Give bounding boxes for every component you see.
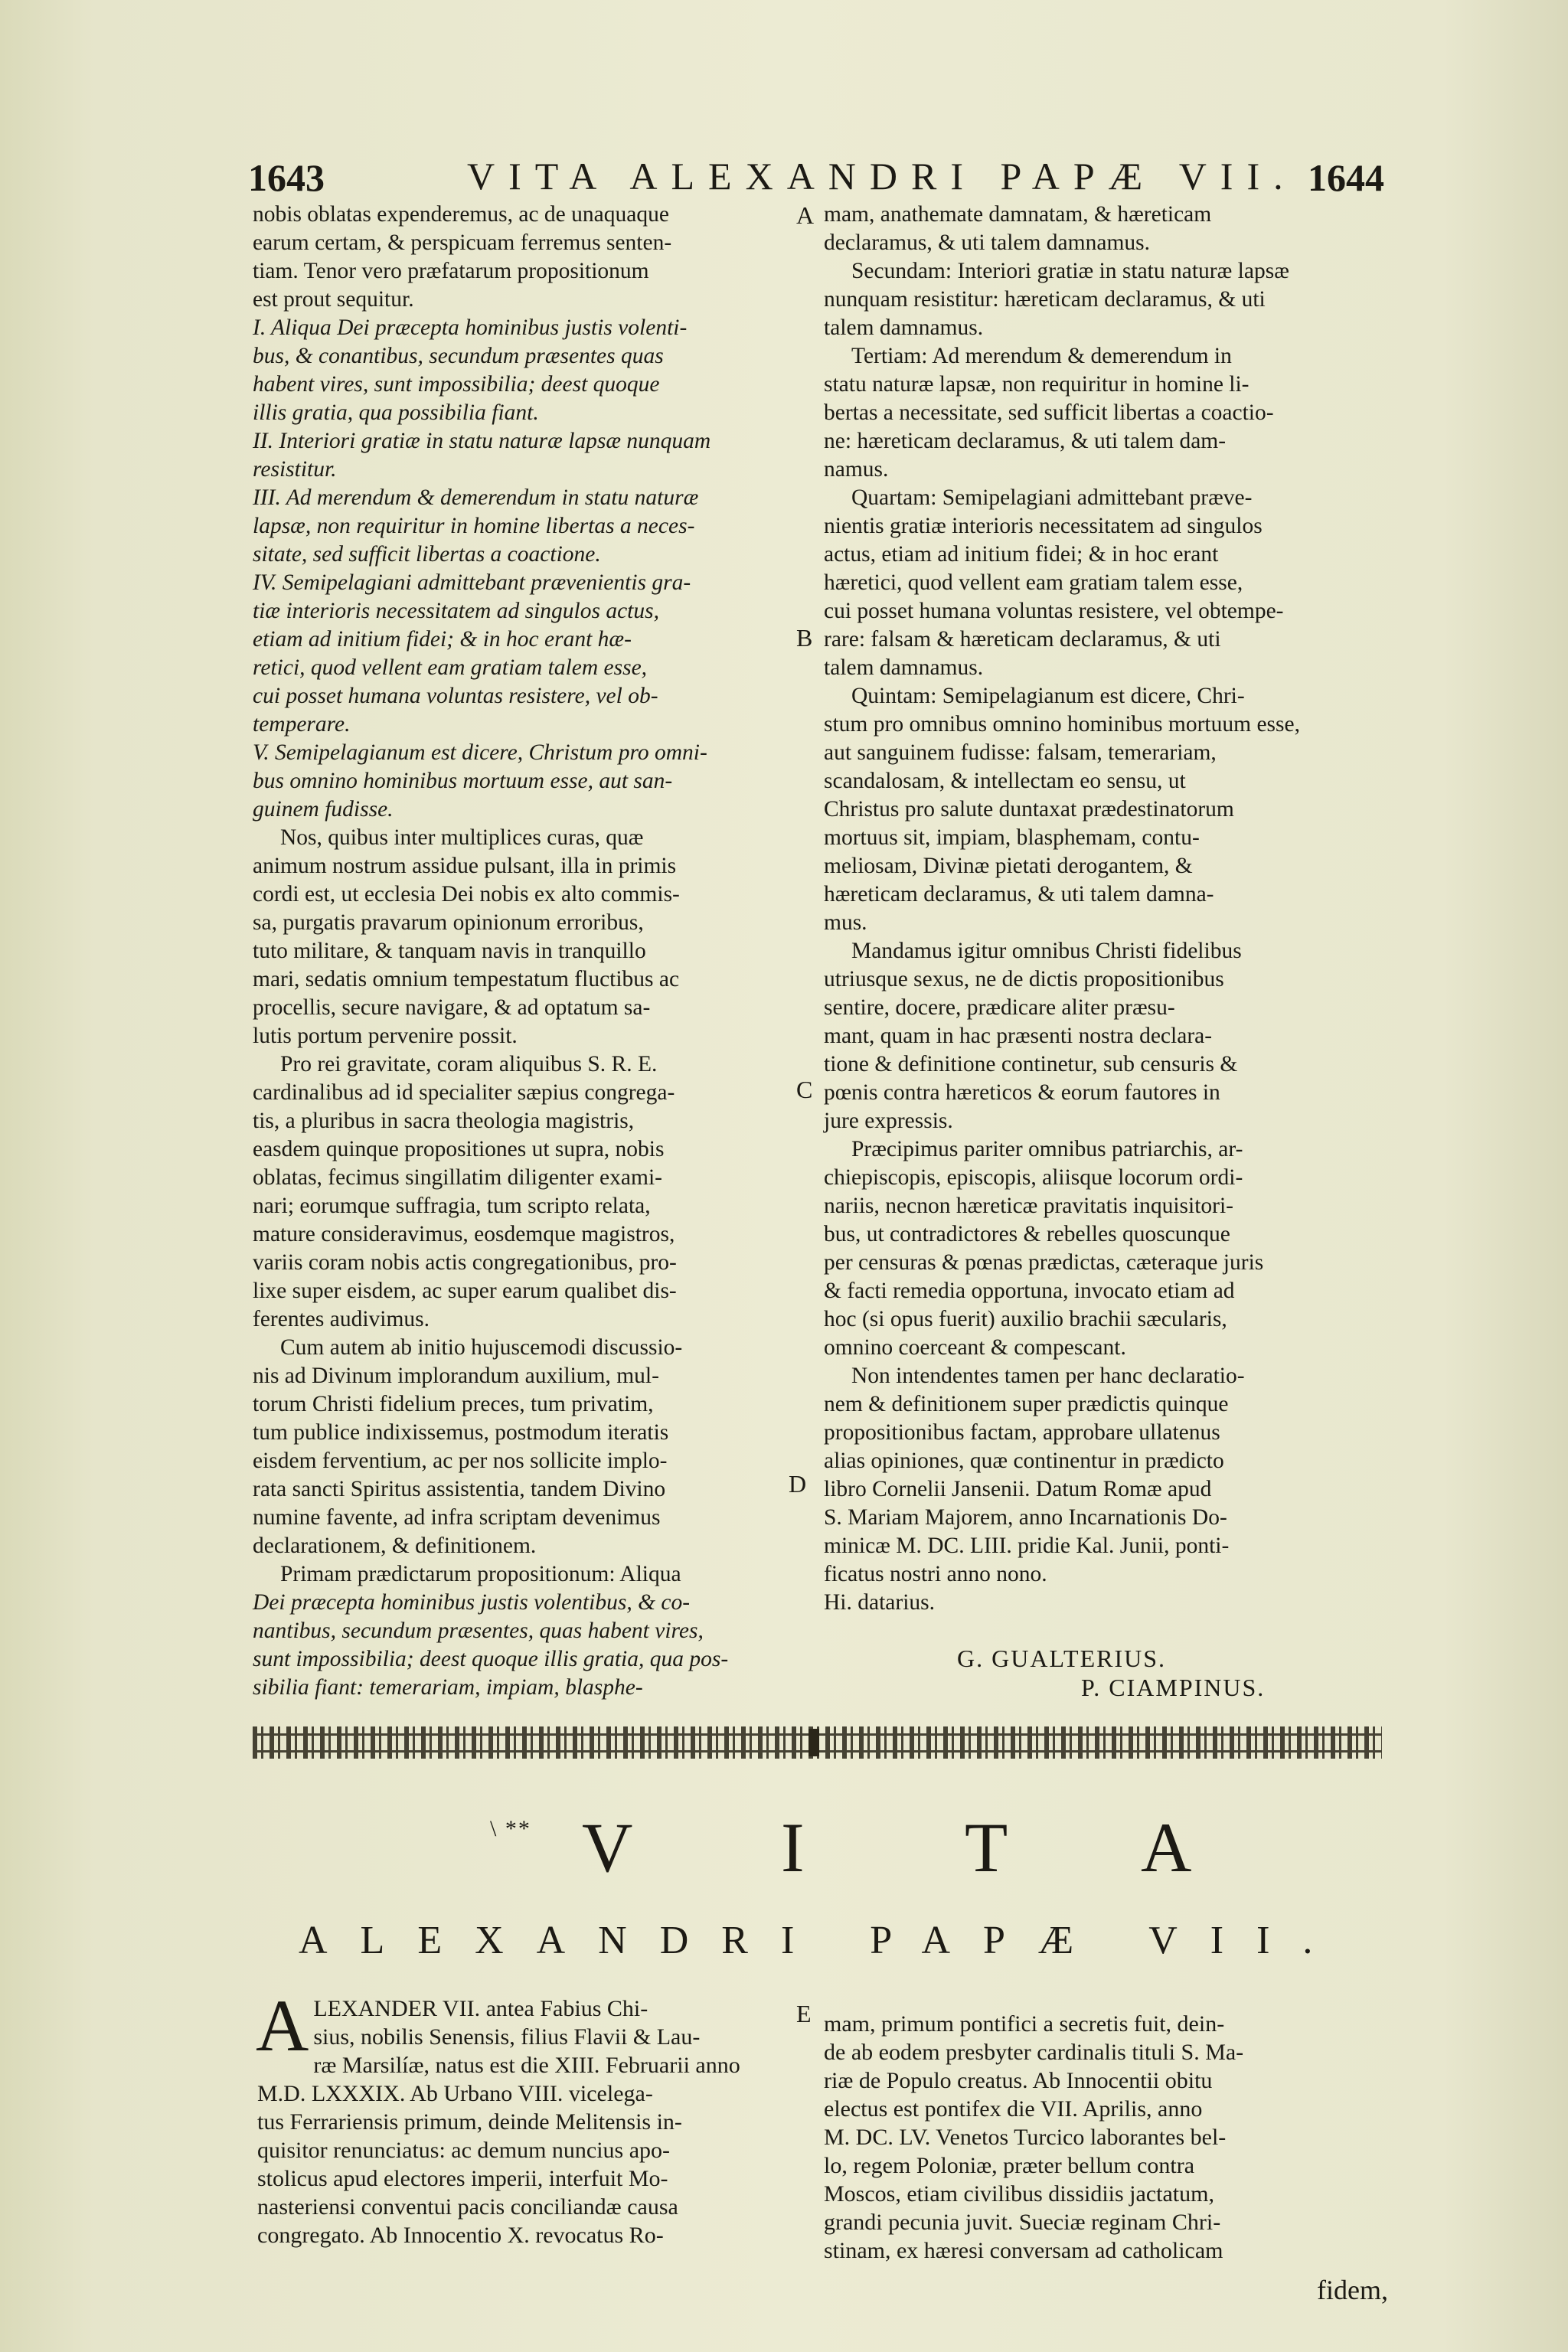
text-line: utriusque sexus, ne de dictis propositionibus — [824, 967, 1224, 991]
text-line: ne: hæreticam declaramus, & uti talem dam- — [824, 429, 1227, 453]
text-line: bertas a necessitate, sed sufficit libertas a coactio- — [824, 400, 1274, 425]
text-line: procellis, secure navigare, & ad optatum sa- — [253, 995, 651, 1020]
text-line: riæ de Populo creatus. Ab Innocentii obitu — [824, 2068, 1213, 2093]
biography-left-column — [256, 1984, 786, 2249]
text-line: pœnis contra hæreticos & eorum fautores in — [824, 1080, 1220, 1105]
running-head — [230, 149, 1393, 203]
text-line: nis ad Divinum implorandum auxilium, mul- — [253, 1364, 659, 1388]
page-number-left: 1643 — [248, 156, 325, 199]
text-line: tiam. Tenor vero præfatarum propositionum — [253, 259, 649, 283]
text-line: minicæ M. DC. LIII. pridie Kal. Junii, ponti- — [824, 1534, 1230, 1558]
text-line: tiæ interioris necessitatem ad singulos actus, — [253, 599, 659, 623]
text-line: mortuus sit, impiam, blasphemam, contu- — [824, 825, 1200, 850]
text-line: talem damnamus. — [824, 655, 984, 680]
text-line: nasteriensi conventui pacis conciliandæ causa — [257, 2194, 678, 2220]
text-line: nientis gratiæ interioris necessitatem ad singulos — [824, 514, 1263, 538]
text-line: nantibus, secundum præsentes, quas habent vires, — [253, 1619, 704, 1643]
text-line: Moscos, etiam civilibus dissidiis jactatum, — [824, 2181, 1214, 2207]
text-line: stolicus apud electores imperii, interfuit Mo- — [257, 2166, 668, 2191]
text-line: hoc (si opus fuerit) auxilio brachii sæcularis, — [824, 1307, 1227, 1331]
text-line: Mandamus igitur omnibus Christi fidelibus — [851, 939, 1242, 963]
text-line: hæreticam declaramus, & uti talem damna- — [824, 882, 1214, 906]
text-line: propositionibus factam, approbare ullatenus — [824, 1420, 1220, 1445]
text-line: ferentes audivimus. — [253, 1307, 430, 1331]
text-line: per censuras & pœnas prædictas, cæteraque juris — [824, 1250, 1264, 1275]
text-line: meliosam, Divinæ pietati derogantem, & — [824, 854, 1193, 878]
text-line: & facti remedia opportuna, invocato etiam ad — [824, 1279, 1235, 1303]
text-line: chiepiscopis, episcopis, aliisque locorum ordi- — [824, 1165, 1243, 1190]
text-line: habent vires, sunt impossibilia; deest quoque — [253, 372, 660, 397]
text-line: tis, a pluribus in sacra theologia magistris, — [253, 1109, 635, 1133]
text-line: variis coram nobis actis congregationibus, pro- — [253, 1250, 677, 1275]
margin-letter-d: D — [789, 1470, 807, 1498]
text-line: Præcipimus pariter omnibus patriarchis, ar- — [851, 1137, 1243, 1161]
right-column — [824, 201, 1379, 1617]
text-line: stum pro omnibus omnino hominibus mortuum esse, — [824, 712, 1300, 737]
text-line: LEXANDER VII. antea Fabius Chi- — [313, 1996, 648, 2021]
asterisk-mark: \ ** — [490, 1816, 531, 1841]
margin-letter-e: E — [796, 2000, 812, 2027]
text-line: scandalosam, & intellectam eo sensu, ut — [824, 769, 1186, 793]
text-line: rata sancti Spiritus assistentia, tandem Divino — [253, 1477, 666, 1501]
text-line: Hi. datarius. — [824, 1590, 936, 1615]
text-line: easdem quinque propositiones ut supra, nobis — [253, 1137, 665, 1161]
text-line: mam, primum pontifici a secretis fuit, dein- — [824, 2011, 1225, 2037]
text-line: actus, etiam ad initium fidei; & in hoc erant — [824, 542, 1219, 567]
text-line: jure expressis. — [824, 1109, 953, 1133]
text-line: bus omnino hominibus mortuum esse, aut san- — [253, 769, 673, 793]
text-line: quisitor renunciatus: ac demum nuncius apo- — [257, 2138, 671, 2163]
text-line: Primam prædictarum propositionum: Aliqua — [280, 1562, 681, 1586]
text-line: libro Cornelii Jansenii. Datum Romæ apud — [824, 1477, 1212, 1501]
heading-letter: A — [1141, 1808, 1192, 1886]
text-line: IV. Semipelagiani admittebant prævenientis gra- — [253, 570, 691, 595]
margin-letter-c: C — [796, 1076, 813, 1103]
text-line: sitate, sed sufficit libertas a coactione. — [253, 542, 601, 567]
text-line: cardinalibus ad id specialiter sæpius congrega- — [253, 1080, 675, 1105]
text-line: nariis, necnon hæreticæ pravitatis inquisitori- — [824, 1194, 1233, 1218]
text-line: aut sanguinem fudisse: falsam, temerariam, — [824, 740, 1217, 765]
text-line: hæretici, quod vellent eam gratiam talem esse, — [824, 570, 1243, 595]
text-line: mant, quam in hac præsenti nostra declara- — [824, 1024, 1213, 1048]
text-line: mature consideravimus, eosdemque magistros, — [253, 1222, 675, 1246]
text-line: M. DC. LV. Venetos Turcico laborantes bel- — [824, 2125, 1227, 2150]
text-line: earum certam, & perspicuam ferremus senten- — [253, 230, 672, 255]
text-line: de ab eodem presbyter cardinalis tituli S. Ma- — [824, 2040, 1244, 2065]
signature-gualterius: G. GUALTERIUS. — [957, 1645, 1167, 1672]
page-number-right: 1644 — [1308, 156, 1384, 199]
text-line: Christus pro salute duntaxat prædestinatorum — [824, 797, 1234, 822]
left-column — [253, 201, 781, 1702]
text-line: tuto militare, & tanquam navis in tranquillo — [253, 939, 646, 963]
text-line: statu naturæ lapsæ, non requiritur in homine li- — [824, 372, 1250, 397]
text-line: lapsæ, non requiritur in homine libertas a neces- — [253, 514, 695, 538]
text-line: nem & definitionem super prædictis quinque — [824, 1392, 1229, 1416]
text-line: animum nostrum assidue pulsant, illa in primis — [253, 854, 677, 878]
text-line: oblatas, fecimus singillatim diligenter exami- — [253, 1165, 662, 1190]
text-line: III. Ad merendum & demerendum in statu naturæ — [253, 485, 699, 510]
text-line: Secundam: Interiori gratiæ in statu naturæ lapsæ — [851, 259, 1289, 283]
text-line: alias opiniones, quæ continentur in prædicto — [824, 1449, 1224, 1473]
text-line: stinam, ex hæresi conversam ad catholicam — [824, 2238, 1223, 2263]
text-line: bus, ut contradictores & rebelles quoscunque — [824, 1222, 1230, 1246]
text-line: tione & definitione continetur, sub censuris & — [824, 1052, 1238, 1076]
text-line: Quintam: Semipelagianum est dicere, Chri- — [851, 684, 1245, 708]
ornament-center — [808, 1729, 819, 1756]
text-line: rare: falsam & hæreticam declaramus, & uti — [824, 627, 1221, 652]
text-line: cui posset humana voluntas resistere, vel ob- — [253, 684, 658, 708]
text-line: cui posset humana voluntas resistere, vel obtempe- — [824, 599, 1284, 623]
text-line: Non intendentes tamen per hanc declaratio- — [851, 1364, 1245, 1388]
text-line: mari, sedatis omnium tempestatum fluctibus ac — [253, 967, 680, 991]
text-line: mus. — [824, 910, 867, 935]
text-line: sentire, docere, prædicare aliter præsu- — [824, 995, 1175, 1020]
text-line: talem damnamus. — [824, 315, 984, 340]
text-line: torum Christi fidelium preces, tum privatim, — [253, 1392, 654, 1416]
text-line: tum publice indixissemus, postmodum iteratis — [253, 1420, 669, 1445]
text-line: bus, & conantibus, secundum præsentes quas — [253, 344, 664, 368]
text-line: mam, anathemate damnatam, & hæreticam — [824, 202, 1212, 227]
text-line: lixe super eisdem, ac super earum qualibet dis- — [253, 1279, 677, 1303]
heading-letter: T — [965, 1808, 1008, 1886]
text-line: temperare. — [253, 712, 351, 737]
section-heading-vita — [253, 1807, 1382, 1886]
text-line: lo, regem Poloniæ, præter bellum contra — [824, 2153, 1195, 2178]
text-line: declaramus, & uti talem damnamus. — [824, 230, 1150, 255]
margin-letter-a: A — [796, 201, 815, 229]
text-line: Quartam: Semipelagiani admittebant præve- — [851, 485, 1253, 510]
text-line: resistitur. — [253, 457, 337, 482]
text-line: ficatus nostri anno nono. — [824, 1562, 1047, 1586]
text-line: Cum autem ab initio hujuscemodi discussio- — [280, 1335, 683, 1360]
text-line: tus Ferrariensis primum, deinde Melitensis in- — [257, 2109, 682, 2135]
text-line: nunquam resistitur: hæreticam declaramus, & uti — [824, 287, 1266, 312]
heading-letter: V — [582, 1808, 633, 1886]
text-line: electus est pontifex die VII. Aprilis, anno — [824, 2096, 1203, 2122]
text-line: cordi est, ut ecclesia Dei nobis ex alto commis- — [253, 882, 680, 906]
text-line: Dei præcepta hominibus justis volentibus, & co- — [253, 1590, 691, 1615]
running-title: VITA ALEXANDRI PAPÆ VII. — [467, 155, 1297, 198]
text-line: sunt impossibilia; deest quoque illis gratia, qua pos- — [253, 1647, 729, 1671]
text-line: sius, nobilis Senensis, filius Flavii & Lau- — [313, 2024, 701, 2050]
text-line: lutis portum pervenire possit. — [253, 1024, 518, 1048]
signature-ciampinus: P. CIAMPINUS. — [1081, 1674, 1266, 1701]
drop-cap: A — [256, 1984, 309, 2066]
text-line: declarationem, & definitionem. — [253, 1534, 537, 1558]
text-line: sa, purgatis pravarum opinionum erroribus, — [253, 910, 644, 935]
text-line: congregato. Ab Innocentio X. revocatus Ro- — [257, 2223, 664, 2248]
catchword: fidem, — [1317, 2275, 1388, 2305]
text-line: grandi pecunia juvit. Sueciæ reginam Chri- — [824, 2210, 1221, 2235]
text-line: nobis oblatas expenderemus, ac de unaquaque — [253, 202, 669, 227]
text-line: guinem fudisse. — [253, 797, 394, 822]
text-line: etiam ad initium fidei; & in hoc erant hæ- — [253, 627, 632, 652]
text-line: sibilia fiant: temerariam, impiam, blasphe- — [253, 1675, 643, 1700]
text-line: II. Interiori gratiæ in statu naturæ lapsæ nunquam — [253, 429, 711, 453]
text-line: numine favente, ad infra scriptam devenimus — [253, 1505, 661, 1530]
section-subtitle: ALEXANDRI PAPÆ VII. — [299, 1919, 1346, 1962]
text-line: M.D. LXXXIX. Ab Urbano VIII. vicelega- — [257, 2081, 653, 2106]
text-line: nari; eorumque suffragia, tum scripto relata, — [253, 1194, 651, 1218]
text-line: S. Mariam Majorem, anno Incarnationis Do- — [824, 1505, 1227, 1530]
text-line: I. Aliqua Dei præcepta hominibus justis volenti- — [253, 315, 688, 340]
biography-right-column — [824, 2010, 1375, 2265]
text-line: V. Semipelagianum est dicere, Christum pro omni- — [253, 740, 707, 765]
text-line: eisdem ferventium, ac per nos sollicite implo- — [253, 1449, 668, 1473]
text-line: Tertiam: Ad merendum & demerendum in — [851, 344, 1232, 368]
text-line: illis gratia, qua possibilia fiant. — [253, 400, 539, 425]
text-line: namus. — [824, 457, 889, 482]
text-line: omnino coerceant & compescant. — [824, 1335, 1126, 1360]
text-line: ræ Marsilíæ, natus est die XIII. Februarii anno — [313, 2053, 740, 2078]
text-line: Nos, quibus inter multiplices curas, quæ — [280, 825, 644, 850]
text-line: retici, quod vellent eam gratiam talem esse, — [253, 655, 648, 680]
margin-letter-b: B — [796, 624, 813, 652]
text-line: Pro rei gravitate, coram aliquibus S. R. E. — [280, 1052, 658, 1076]
heading-letter: I — [781, 1808, 805, 1886]
text-line: est prout sequitur. — [253, 287, 414, 312]
